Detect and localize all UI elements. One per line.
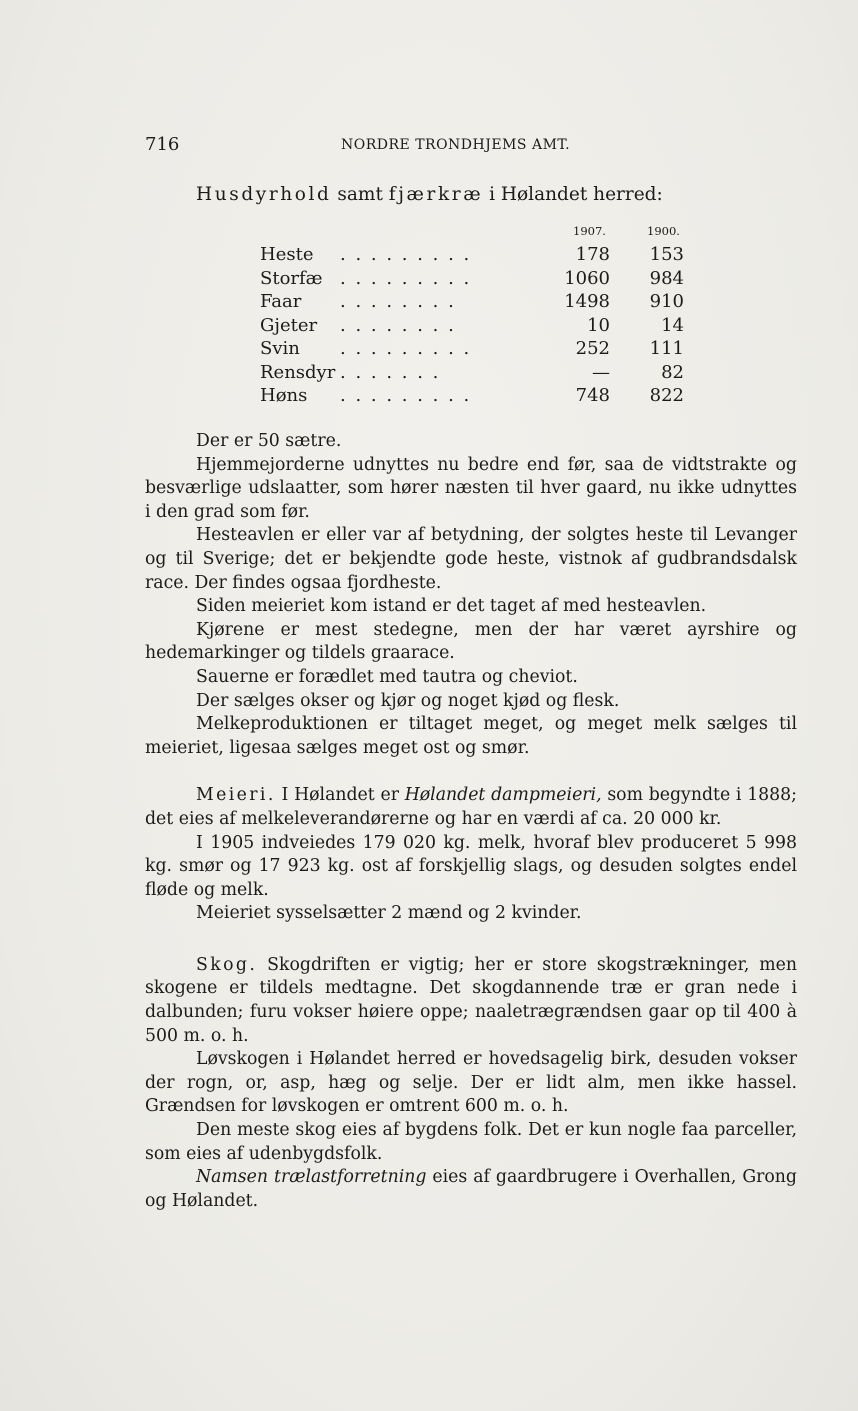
paragraph: Hesteavlen er eller var af betydning, der solgtes heste til Levanger og til Sverige; det er bekjendte gode heste, vistnok af gudbrandsdalsk race. Der findes ogsaa fjordheste. xyxy=(145,525,797,593)
row-label: Svin xyxy=(260,338,300,359)
italic-company-name: Namsen trælastforretning xyxy=(196,1167,427,1188)
value-1900: 153 xyxy=(649,244,684,265)
page-number: 716 xyxy=(145,134,180,155)
paragraph: Hjemmejorderne udnyttes nu bedre end før, saa de vidtstrakte og besværlige udslaatter, som hører næsten til hver gaard, nu ikke udnyttes i den grad som før. xyxy=(145,454,797,522)
value-1900: 111 xyxy=(649,338,684,359)
livestock-table xyxy=(260,224,690,409)
italic-dairy-name: Hølandet dampmeieri, xyxy=(404,785,602,806)
value-1900: 984 xyxy=(649,267,684,289)
value-1907: 748 xyxy=(575,385,610,406)
row-label: Heste xyxy=(260,244,314,265)
paragraph: Sauerne er forædlet med tautra og cheviot. xyxy=(196,666,578,687)
paragraph-skog xyxy=(145,954,797,1048)
paragraph: Løvskogen i Hølandet herred er hovedsagelig birk, desuden vokser der rogn, or, asp, hæg og selje. Der er lidt alm, men ikke hassel. Grændsen for løvskogen er omtrent 600 m. o. h. xyxy=(145,1049,797,1117)
value-1907: 1498 xyxy=(564,291,610,312)
value-1907: 1060 xyxy=(564,267,610,289)
paragraph: Der sælges okser og kjør og noget kjød og flesk. xyxy=(196,690,620,711)
value-1907: — xyxy=(592,361,610,383)
page-header xyxy=(145,134,795,162)
value-1907: 252 xyxy=(575,338,610,359)
table-row xyxy=(260,315,690,339)
paragraph-meieri xyxy=(145,784,797,831)
leader-dots: . . . . . . . . xyxy=(340,291,456,312)
text-run: som begyndte i 1888; det eies af melkeleverandørerne og har en værdi af ca. 20 000 kr. xyxy=(145,785,797,829)
table-header-row xyxy=(260,224,690,244)
leader-dots: . . . . . . . . xyxy=(340,314,456,336)
leader-dots: . . . . . . . . . xyxy=(340,385,472,406)
table-row xyxy=(260,268,690,292)
text-run: Skogdriften er vigtig; her er store skogstrækninger, men skogene er tildels medtagne. Det skogdannende træ er gran nede i dalbunden; furu vokser høiere oppe; naaletrægrændsen gaar op til 400 à 500 m. o. h. xyxy=(145,954,797,1046)
paragraph: Der er 50 sætre. xyxy=(196,431,342,451)
title-word-samt: samt xyxy=(331,184,389,205)
value-1907: 178 xyxy=(575,244,610,265)
paragraph: Kjørene er mest stedegne, men der har været ayrshire og hedemarkinger og tildels graarace. xyxy=(145,619,797,664)
table-row xyxy=(260,362,690,386)
table-row xyxy=(260,291,690,315)
year-header-1900: 1900. xyxy=(647,224,680,238)
text-run: eies af gaardbrugere i Overhallen, Grong og Hølandet. xyxy=(145,1167,797,1211)
value-1907: 10 xyxy=(587,314,610,336)
leader-dots: . . . . . . . . . xyxy=(340,244,472,265)
leader-dots: . . . . . . . . . xyxy=(340,338,472,359)
value-1900: 82 xyxy=(661,361,684,383)
table-row xyxy=(260,338,690,362)
leader-dots: . . . . . . . xyxy=(340,361,441,383)
paragraph: Siden meieriet kom istand er det taget af med hesteavlen. xyxy=(196,596,707,617)
paragraph: Meieriet sysselsætter 2 mænd og 2 kvinder. xyxy=(196,903,582,924)
row-label: Høns xyxy=(260,385,308,406)
title-word-husdyrhold: Husdyrhold xyxy=(196,184,332,205)
body-text xyxy=(145,430,797,1213)
row-label: Faar xyxy=(260,291,302,312)
title-rest: i Hølandet herred: xyxy=(483,184,663,205)
paragraph: Den meste skog eies af bygdens folk. Det er kun nogle faa parceller, som eies af udenbygdsfolk. xyxy=(145,1120,797,1164)
value-1900: 822 xyxy=(649,385,684,406)
table-row xyxy=(260,244,690,268)
table-title xyxy=(196,184,663,205)
paragraph: Melkeproduktionen er tiltaget meget, og meget melk sælges til meieriet, ligesaa sælges meget ost og smør. xyxy=(145,714,797,758)
row-label: Storfæ xyxy=(260,267,323,289)
title-word-fjaerkrae: fjærkræ xyxy=(388,184,484,205)
running-title: NORDRE TRONDHJEMS AMT. xyxy=(341,137,571,153)
section-lead-skog: Skog. xyxy=(196,954,258,975)
table-row xyxy=(260,385,690,409)
row-label: Gjeter xyxy=(260,314,318,336)
leader-dots: . . . . . . . . . xyxy=(340,267,472,289)
paragraph-last xyxy=(145,1166,797,1213)
value-1900: 14 xyxy=(661,314,684,336)
row-label: Rensdyr xyxy=(260,361,336,383)
section-lead-meieri: Meieri. xyxy=(196,785,276,806)
value-1900: 910 xyxy=(649,291,684,312)
paragraph: I 1905 indveiedes 179 020 kg. melk, hvoraf blev produceret 5 998 kg. smør og 17 923 kg. ost af forskjellig slags, og desuden solgtes endel fløde og melk. xyxy=(145,832,797,900)
year-header-1907: 1907. xyxy=(573,224,606,238)
text-run: I Hølandet er xyxy=(275,785,405,806)
